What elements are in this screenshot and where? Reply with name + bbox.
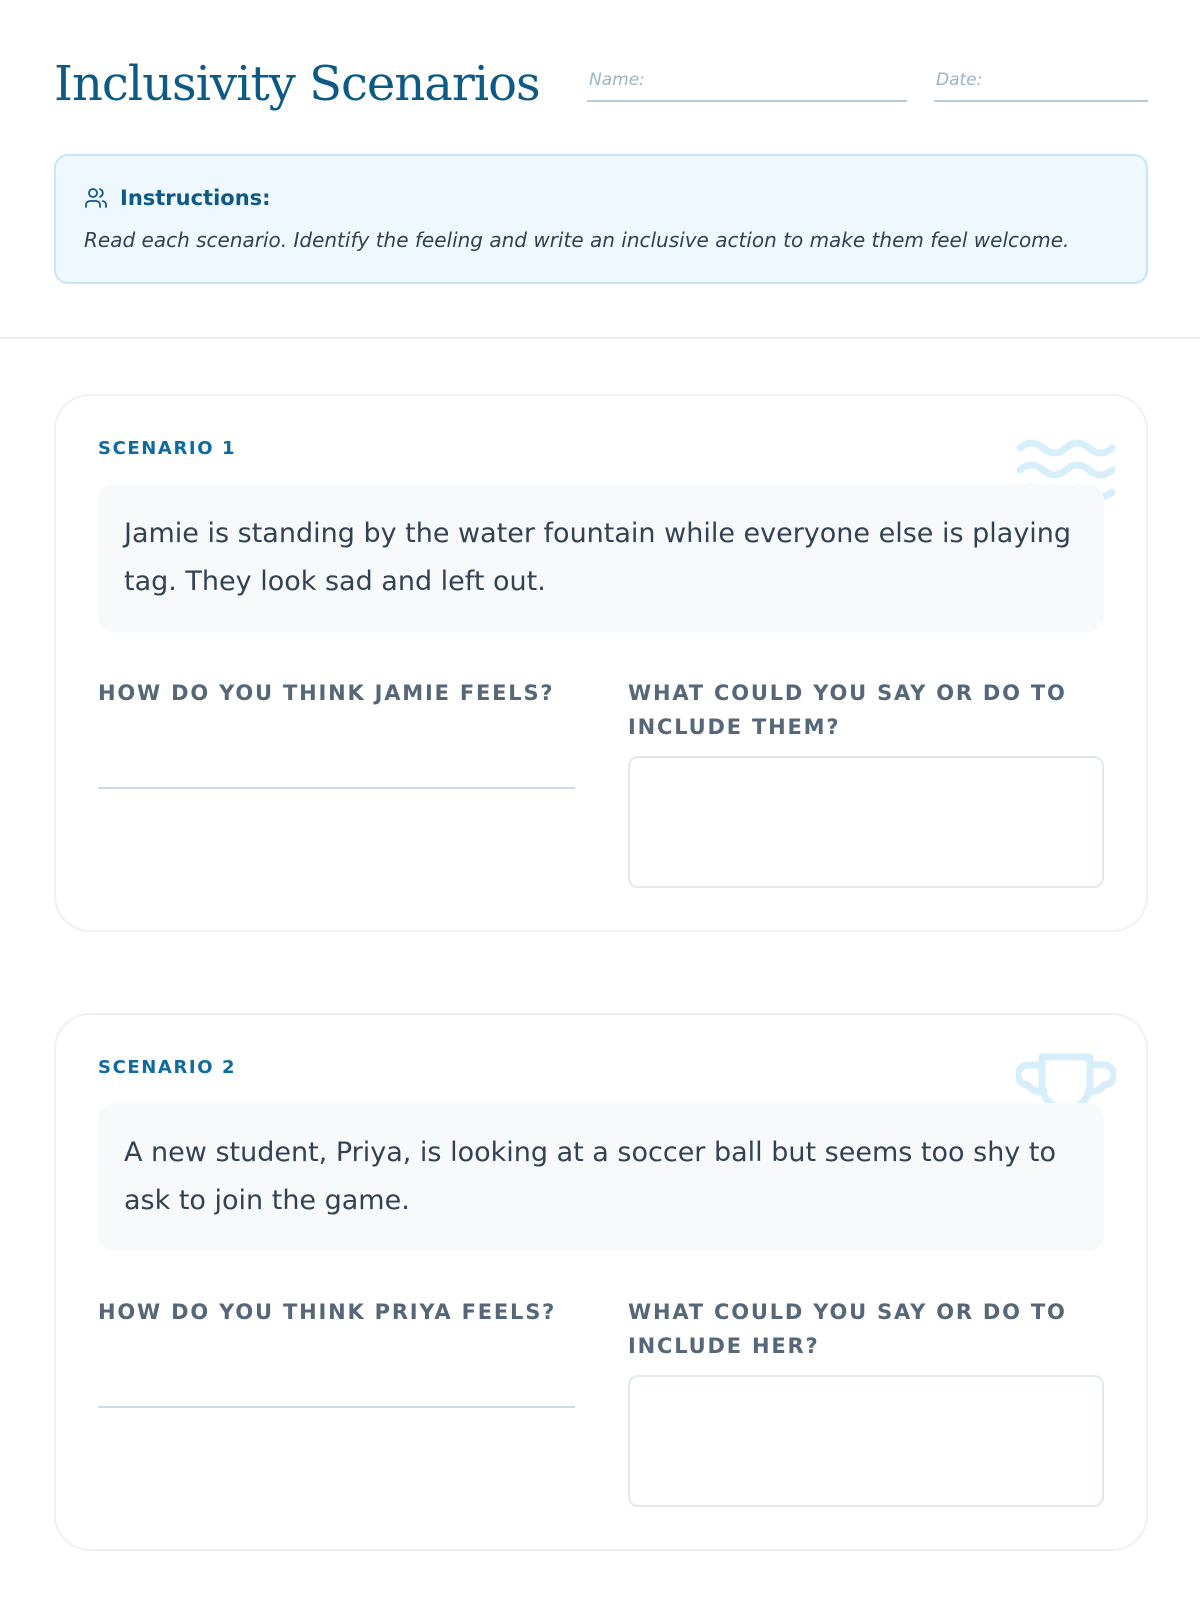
feeling-answer-line[interactable]	[98, 787, 575, 789]
section-divider	[0, 337, 1200, 339]
date-label: Date:	[936, 70, 983, 90]
feeling-answer-line[interactable]	[98, 1406, 575, 1408]
instructions-box	[54, 154, 1148, 284]
scenario-text: Jamie is standing by the water fountain while everyone else is playing tag. They look sad and left out.	[124, 518, 1072, 597]
instructions-title: Instructions:	[120, 186, 271, 210]
instructions-text: Read each scenario. Identify the feeling and write an inclusive action to make them feel welcome.	[84, 228, 1070, 252]
scenario-text-box	[98, 484, 1104, 632]
action-question: WHAT COULD YOU SAY OR DO TO INCLUDE HER?	[628, 1300, 1067, 1358]
feeling-question: HOW DO YOU THINK JAMIE FEELS?	[98, 681, 555, 705]
page-title: Inclusivity Scenarios	[54, 56, 540, 112]
feeling-question: HOW DO YOU THINK PRIYA FEELS?	[98, 1300, 557, 1324]
scenario-label: SCENARIO 1	[98, 438, 237, 459]
scenario-text-box	[98, 1103, 1104, 1251]
scenario-card-2	[54, 1013, 1148, 1551]
name-field[interactable]	[587, 60, 907, 102]
action-answer-box[interactable]	[628, 756, 1104, 888]
scenario-text: A new student, Priya, is looking at a soccer ball but seems too shy to ask to join the game.	[124, 1137, 1056, 1216]
scenario-card-1	[54, 394, 1148, 932]
scenario-label: SCENARIO 2	[98, 1057, 237, 1078]
action-question: WHAT COULD YOU SAY OR DO TO INCLUDE THEM?	[628, 681, 1067, 739]
users-icon	[84, 186, 108, 210]
date-field[interactable]	[934, 60, 1148, 102]
name-label: Name:	[589, 70, 645, 90]
instructions-header	[84, 186, 271, 210]
action-answer-box[interactable]	[628, 1375, 1104, 1507]
